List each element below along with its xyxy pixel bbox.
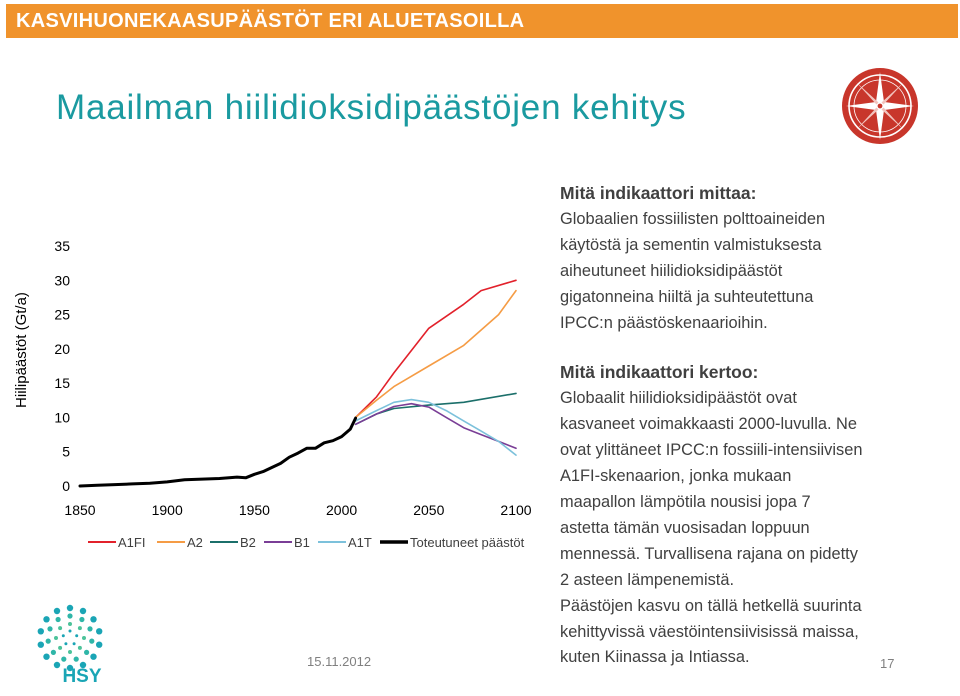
y-tick-label: 30	[54, 272, 70, 289]
hsy-logo-dot	[54, 662, 60, 668]
series-line-a2	[356, 291, 516, 418]
legend-label: A1T	[348, 535, 372, 550]
tells-line: A1FI-skenaarion, jonka mukaan	[560, 467, 792, 486]
tells-line: kasvaneet voimakkaasti 2000-luvulla. Ne	[560, 415, 858, 434]
footer-date: 15.11.2012	[307, 654, 372, 669]
hsy-logo-dot	[73, 642, 76, 645]
tells-line: Päästöjen kasvu on tällä hetkellä suurinta	[560, 596, 862, 615]
header-bar	[6, 4, 958, 38]
x-tick-label: 2100	[500, 502, 532, 518]
measures-line: Globaalien fossiilisten polttoaineiden	[560, 209, 826, 228]
page-number: 17	[880, 656, 895, 671]
hsy-logo-dot	[67, 613, 72, 618]
legend-label: A2	[187, 535, 203, 550]
hsy-logo-dot	[74, 657, 79, 662]
hsy-logo-dot	[78, 646, 82, 650]
tells-line: maapallon lämpötila nousisi jopa 7	[560, 492, 811, 511]
hsy-logo-dot	[38, 628, 44, 634]
measures-heading: Mitä indikaattori mittaa:	[560, 183, 757, 203]
hsy-logo-dots	[38, 605, 103, 671]
emissions-chart	[0, 225, 552, 585]
hsy-logo-dot	[82, 636, 86, 640]
series-line-b1	[356, 404, 516, 449]
legend-label: B1	[294, 535, 310, 550]
header-title: KASVIHUONEKAASUPÄÄSTÖT ERI ALUETASOILLA	[16, 10, 525, 32]
measures-line: aiheutuneet hiilidioksidipäästöt	[560, 261, 783, 280]
hsy-logo-dot	[78, 626, 82, 630]
hsy-logo-dot	[87, 626, 92, 631]
hsy-logo-dot	[96, 628, 102, 634]
hsy-logo-dot	[75, 634, 78, 637]
y-tick-labels	[54, 238, 70, 494]
tells-line: mennessä. Turvallisena rajana on pidetty	[560, 544, 858, 563]
y-tick-label: 5	[62, 443, 70, 460]
measures-line: gigatonneina hiiltä ja suhteutettuna	[560, 287, 814, 306]
x-tick-labels	[64, 502, 531, 518]
hsy-logo-dot	[90, 616, 96, 622]
x-tick-label: 1850	[64, 502, 96, 518]
hsy-logo-dot	[56, 617, 61, 622]
hsy-logo-dot	[54, 636, 58, 640]
hsy-logo-dot	[38, 642, 44, 648]
hsy-logo-dot	[68, 650, 72, 654]
hsy-logo-dot	[61, 657, 66, 662]
tells-line: Globaalit hiilidioksidipäästöt ovat	[560, 389, 797, 408]
y-tick-label: 35	[54, 238, 70, 254]
series-lines	[80, 280, 516, 486]
series-line-toteutuneet-p-st-t	[80, 418, 356, 486]
y-tick-label: 15	[54, 375, 70, 392]
series-line-a1t	[356, 400, 516, 456]
tells-heading: Mitä indikaattori kertoo:	[560, 362, 759, 383]
y-tick-label: 0	[62, 478, 70, 494]
hsy-logo-dot	[89, 639, 94, 644]
hsy-logo-dot	[43, 654, 49, 660]
hsy-logo-dot	[58, 646, 62, 650]
x-tick-label: 2050	[413, 502, 445, 518]
y-tick-label: 20	[54, 340, 70, 357]
hsy-logo-dot	[84, 650, 89, 655]
compass-logo-icon	[838, 64, 922, 148]
hsy-logo-dot	[80, 608, 86, 614]
hsy-logo-dot	[51, 650, 56, 655]
tells-line: ovat ylittäneet IPCC:n fossiili-intensiivisen	[560, 441, 863, 460]
y-tick-label: 10	[54, 409, 70, 426]
hsy-logo-dot	[58, 626, 62, 630]
tells-line: astetta tämän vuosisadan loppuun	[560, 518, 810, 537]
hsy-logo-dot	[54, 608, 60, 614]
hsy-logo-dot	[46, 639, 51, 644]
legend-label: Toteutuneet päästöt	[410, 535, 525, 550]
hsy-logo-dot	[62, 634, 65, 637]
hsy-logo-dot	[96, 642, 102, 648]
tells-line: kuten Kiinassa ja Intiassa.	[560, 648, 750, 667]
info-panel	[560, 181, 952, 671]
y-axis-title: Hiilipäästöt (Gt/a)	[13, 292, 30, 408]
x-tick-label: 2000	[326, 502, 358, 518]
hsy-logo-dot	[90, 654, 96, 660]
legend-label: B2	[240, 535, 256, 550]
hsy-logo-dot	[43, 616, 49, 622]
hsy-logo	[32, 604, 122, 692]
legend-label: A1FI	[118, 535, 146, 550]
hsy-logo-dot	[67, 605, 73, 611]
measures-line: IPCC:n päästöskenaarioihin.	[560, 313, 768, 332]
hsy-logo-dot	[68, 622, 72, 626]
hsy-logo-dot	[79, 617, 84, 622]
x-tick-label: 1950	[238, 502, 270, 518]
hsy-logo-dot	[47, 626, 52, 631]
measures-line: käytöstä ja sementin valmistuksesta	[560, 235, 822, 254]
hsy-logo-text: HSY	[62, 666, 102, 687]
hsy-logo-dot	[69, 630, 72, 633]
page-title: Maailman hiilidioksidipäästöjen kehitys	[56, 88, 687, 127]
chart-legend	[88, 535, 525, 550]
tells-line: kehittyvissä väestöintensiivisissä maissa,	[560, 622, 859, 641]
tells-line: 2 asteen lämpenemistä.	[560, 570, 735, 589]
x-tick-label: 1900	[151, 502, 183, 518]
y-tick-label: 25	[54, 306, 70, 323]
hsy-logo-dot	[64, 642, 67, 645]
